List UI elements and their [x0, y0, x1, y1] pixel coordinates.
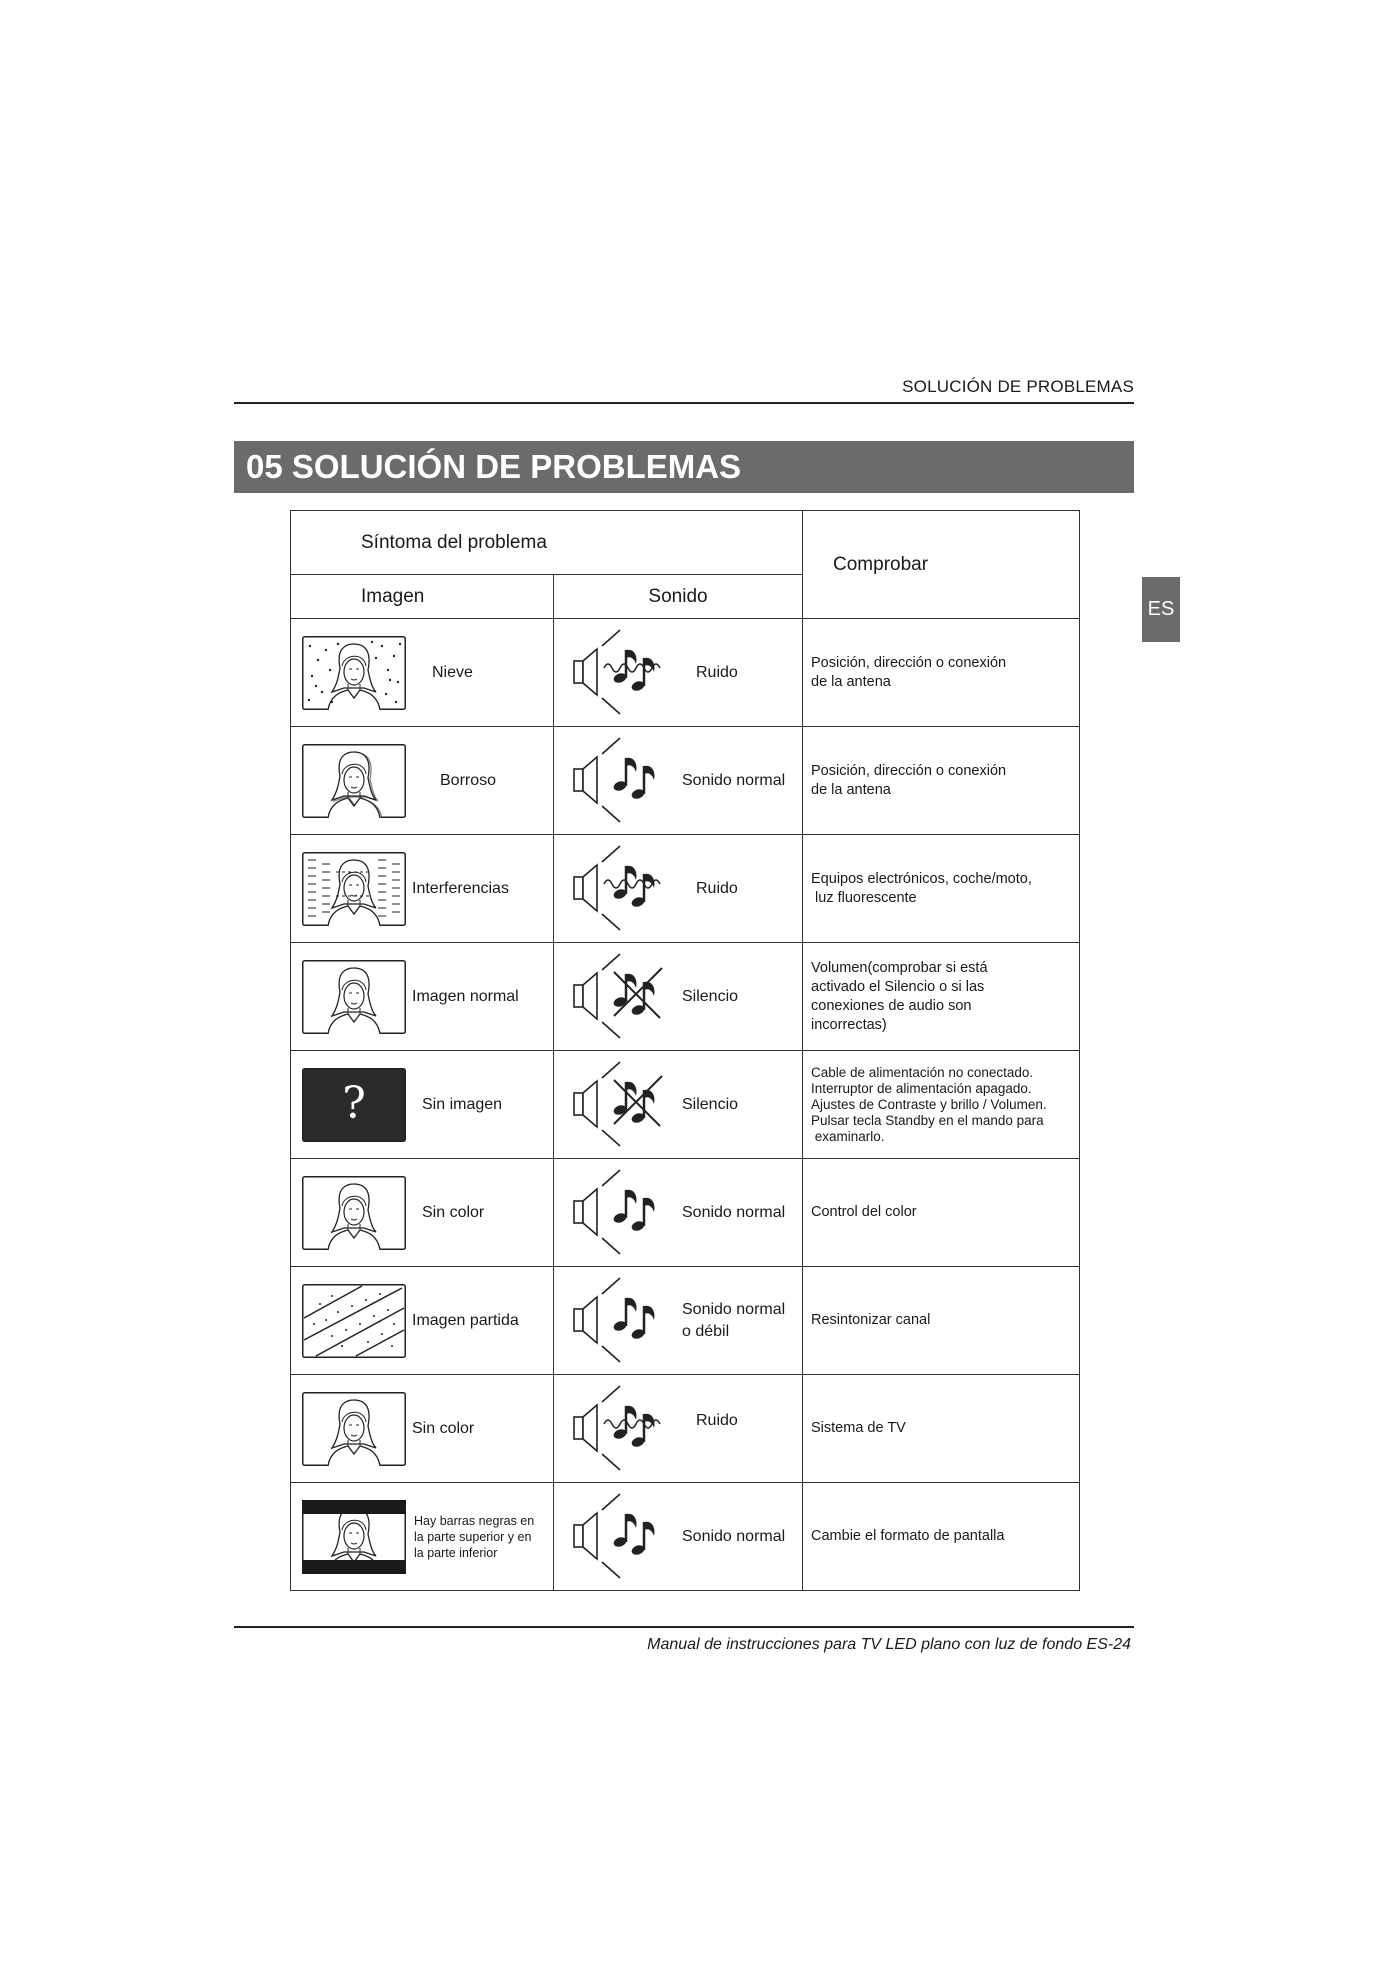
speaker-muted-icon: [570, 952, 678, 1042]
sound-symptom-label: Sonido normal: [682, 1203, 786, 1221]
running-header: SOLUCIÓN DE PROBLEMAS: [234, 376, 1134, 404]
sound-symptom-label: Sonido normal: [682, 771, 786, 789]
check-cell: [803, 1051, 1080, 1159]
table-row: [291, 619, 1080, 727]
speaker-noise-icon: [570, 628, 678, 718]
interference-picture-icon: [302, 852, 406, 926]
speaker-normal-icon: [570, 1492, 678, 1582]
image-symptom-label: Sin imagen: [422, 1095, 503, 1113]
image-symptom-label: Imagen partida: [412, 1311, 519, 1329]
table-row: [291, 1483, 1080, 1591]
question-mark: ?: [342, 1077, 366, 1129]
footer-text: Manual de instrucciones para TV LED plano con luz de fondo ES-24: [647, 1636, 1131, 1653]
speaker-normal-icon: [570, 1168, 678, 1258]
check-cell: [803, 727, 1080, 835]
sound-symptom-label: Silencio: [682, 987, 739, 1005]
check-text: Cable de alimentación no conectado. Interruptor de alimentación apagado. Ajustes de Contraste y brillo / Volumen. Pulsar tecla Standby en el mando para examinarlo.: [811, 1064, 1047, 1144]
table-row: [291, 943, 1080, 1051]
check-text: Volumen(comprobar si está activado el Silencio o si las conexiones de audio son incorrectas): [811, 959, 988, 1033]
check-text: Cambie el formato de pantalla: [811, 1528, 1005, 1544]
no-color-picture-icon: [302, 1392, 406, 1466]
table-row: [291, 727, 1080, 835]
check-cell: [803, 619, 1080, 727]
sound-symptom-label: Silencio: [682, 1095, 739, 1113]
language-tab: ES: [1142, 577, 1180, 642]
letterbox-picture-icon: [302, 1500, 406, 1574]
table-row: [291, 835, 1080, 943]
check-text: Equipos electrónicos, coche/moto, luz fluorescente: [811, 870, 1032, 906]
table-row: [291, 1375, 1080, 1483]
page-title: 05 SOLUCIÓN DE PROBLEMAS: [234, 441, 1134, 493]
check-cell: [803, 1267, 1080, 1375]
image-symptom-label: Nieve: [432, 663, 473, 681]
check-text: Control del color: [811, 1204, 917, 1220]
table-row: [291, 1051, 1080, 1159]
check-cell: [803, 835, 1080, 943]
check-cell: [803, 1375, 1080, 1483]
troubleshooting-table: [290, 510, 1080, 1591]
check-text: Resintonizar canal: [811, 1312, 931, 1328]
table-row: [291, 1159, 1080, 1267]
speaker-normal-icon: [570, 736, 678, 826]
image-symptom-label: Imagen normal: [412, 987, 519, 1005]
image-symptom-label: Hay barras negras en la parte superior y en la parte inferior: [414, 1513, 535, 1560]
symptom-header: Síntoma del problema: [291, 511, 803, 575]
image-symptom-label: Sin color: [422, 1203, 485, 1221]
image-symptom-label: Sin color: [412, 1419, 475, 1437]
table-row: [291, 1267, 1080, 1375]
no-color-picture-icon: [302, 1176, 406, 1250]
check-cell: [803, 1483, 1080, 1591]
check-text: Posición, dirección o conexión de la antena: [811, 762, 1007, 798]
image-symptom-label: Interferencias: [412, 879, 509, 897]
sound-symptom-label: Ruido: [696, 1411, 738, 1429]
sound-symptom-label: Sonido normal: [682, 1527, 786, 1545]
speaker-noise-icon: [570, 1384, 678, 1474]
sound-symptom-label: Ruido: [696, 663, 738, 681]
check-text: Posición, dirección o conexión de la antena: [811, 654, 1007, 690]
footer-divider: [234, 1626, 1134, 1628]
sound-symptom-label: Sonido normal o débil: [682, 1300, 786, 1340]
sound-symptom-label: Ruido: [696, 879, 738, 897]
normal-picture-icon: [302, 960, 406, 1034]
blurry-picture-icon: [302, 744, 406, 818]
speaker-muted-icon: [570, 1060, 678, 1150]
check-text: Sistema de TV: [811, 1420, 906, 1436]
image-symptom-label: Borroso: [440, 771, 497, 789]
check-cell: [803, 1159, 1080, 1267]
sound-header: Sonido: [554, 575, 803, 619]
split-picture-icon: [302, 1284, 406, 1358]
no-picture-icon: [302, 1068, 406, 1142]
image-header: Imagen: [291, 575, 554, 619]
speaker-normal-icon: [570, 1276, 678, 1366]
speaker-noise-icon: [570, 844, 678, 934]
check-cell: [803, 943, 1080, 1051]
snowy-picture-icon: [302, 636, 406, 710]
check-header: Comprobar: [803, 511, 1080, 619]
